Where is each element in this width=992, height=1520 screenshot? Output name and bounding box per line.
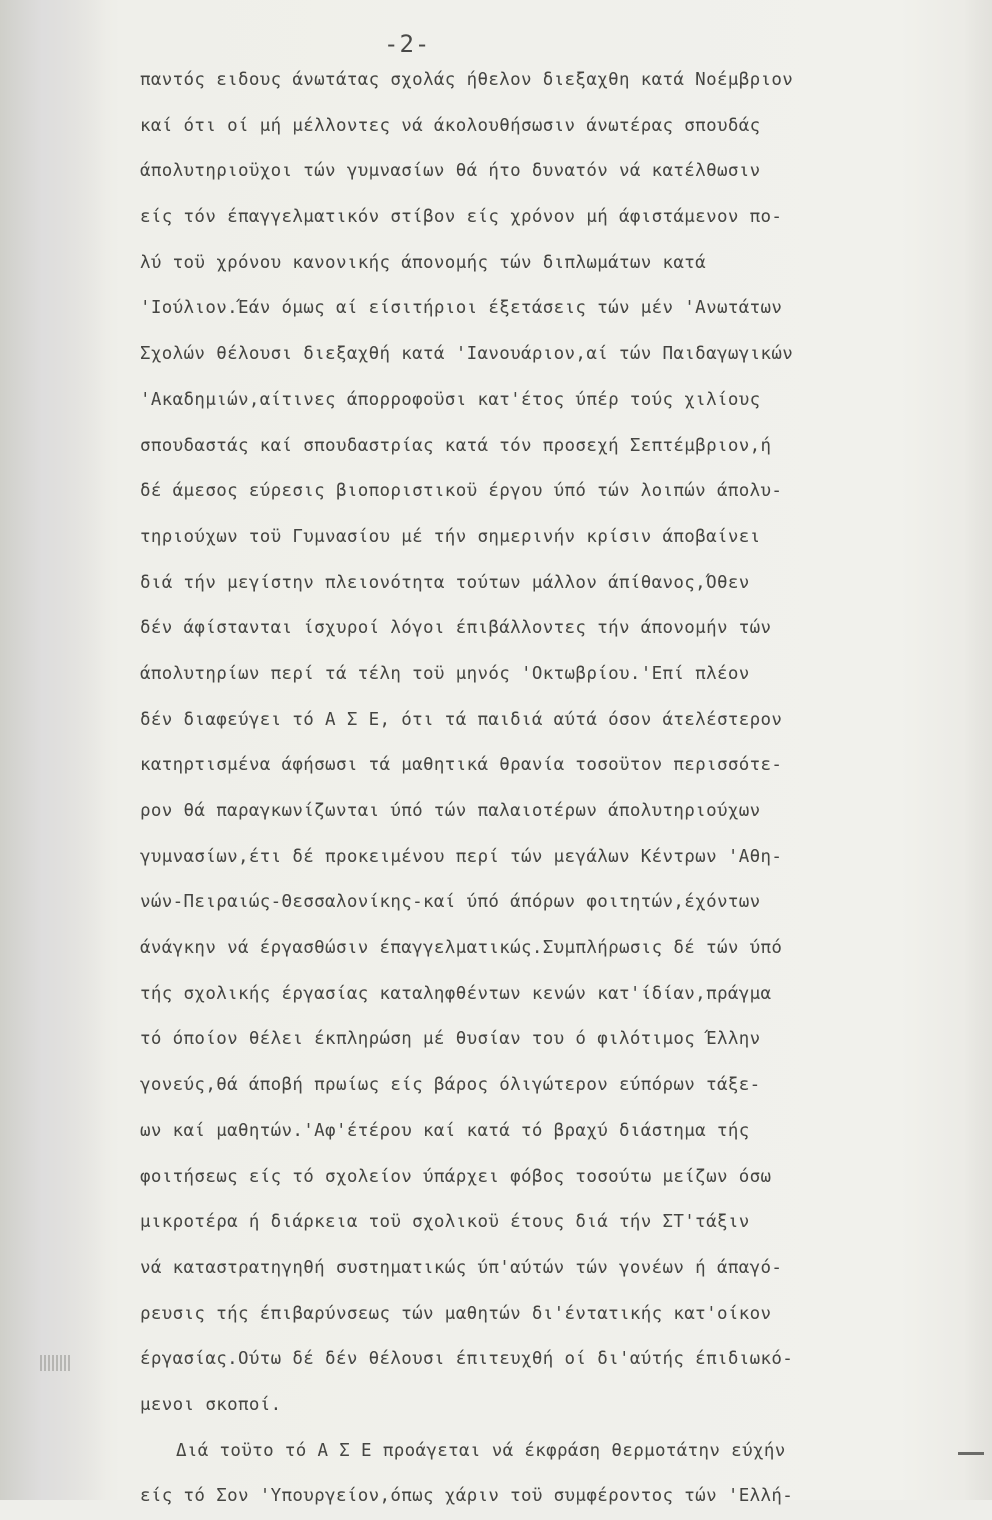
text-line: παντός ειδους άνωτάτας σχολάς ήθελον διεξαχθη κατά Νοέμβριον bbox=[140, 70, 794, 90]
text-line: τηριούχων τοϋ Γυμνασίου μέ τήν σημερινήν κρίσιν άποβαίνει bbox=[140, 526, 761, 547]
text-line: άπολυτηρίων περί τά τέλη τοϋ μηνός 'Οκτωβρίου.'Επί πλέον bbox=[140, 663, 750, 684]
text-line: είς τόν έπαγγελματικόν στίβον είς χρόνον μή άφιστάμενον πο- bbox=[140, 207, 783, 228]
text-line: νά καταστρατηγηθή συστηματικώς ύπ'αύτών τών γονέων ή άπαγό- bbox=[140, 1257, 783, 1278]
text-line: διά τήν μεγίστην πλειονότητα τούτων μάλλον άπίθανος,Όθεν bbox=[140, 572, 750, 593]
text-line: τής σχολικής έργασίας καταληφθέντων κενών κατ'ίδίαν,πράγμα bbox=[140, 983, 772, 1004]
text-line: γυμνασίων,έτι δέ προκειμένου περί τών μεγάλων Κέντρων 'Αθη- bbox=[140, 846, 783, 867]
text-line: γονεύς,θά άποβή πρωίως είς βάρος όλιγώτερον εύπόρων τάξε- bbox=[140, 1075, 761, 1096]
text-line: Σχολών θέλουσι διεξαχθή κατά 'Ιανουάριον,αί τών Παιδαγωγικών bbox=[140, 344, 794, 365]
typewritten-text bbox=[140, 58, 940, 1520]
text-line: άπολυτηριοϋχοι τών γυμνασίων θά ήτο δυνατόν νά κατέλθωσιν bbox=[140, 161, 761, 182]
text-line: 'Ακαδημιών,αίτινες άπορροφοϋσι κατ'έτος ύπέρ τούς χιλίους bbox=[140, 389, 761, 410]
text-line: Διά τοϋτο τό Α Σ Ε προάγεται νά έκφράση θερμοτάτην εύχήν bbox=[176, 1440, 786, 1461]
text-line: μικροτέρα ή διάρκεια τοϋ σχολικοϋ έτους διά τήν ΣΤ'τάξιν bbox=[140, 1212, 750, 1233]
text-line: ρευσις τής έπιβαρύνσεως τών μαθητών δι'έντατικής κατ'οίκον bbox=[140, 1303, 772, 1324]
text-line: έργασίας.Ούτω δέ δέν θέλουσι έπιτευχθή οί δι'αύτής έπιδιωκό- bbox=[140, 1349, 794, 1370]
text-line: νών-Πειραιώς-Θεσσαλονίκης-καί ύπό άπόρων φοιτητών,έχόντων bbox=[140, 892, 761, 913]
text-line: δέ άμεσος εύρεσις βιοποριστικοϋ έργου ύπό τών λοιπών άπολυ- bbox=[140, 481, 783, 502]
text-line: καί ότι οί μή μέλλοντες νά άκολουθήσωσιν άνωτέρας σπουδάς bbox=[140, 115, 761, 136]
text-line: μενοι σκοποί. bbox=[140, 1394, 282, 1415]
page-number: -2- bbox=[384, 30, 431, 58]
text-line: 'Ιούλιον.Έάν όμως αί είσιτήριοι έξετάσεις τών μέν 'Ανωτάτων bbox=[140, 298, 783, 319]
text-line: δέν διαφεύγει τό Α Σ Ε, ότι τά παιδιά αύτά όσον άτελέστερον bbox=[140, 709, 783, 730]
text-line: ων καί μαθητών.'Αφ'έτέρου καί κατά τό βραχύ διάστημα τής bbox=[140, 1120, 750, 1141]
text-line: τό όποίον θέλει έκπληρώση μέ θυσίαν του ό φιλότιμος Έλλην bbox=[140, 1029, 761, 1050]
text-line: φοιτήσεως είς τό σχολείον ύπάρχει φόβος τοσούτω μείζων όσω bbox=[140, 1166, 772, 1187]
text-line: κατηρτισμένα άφήσωσι τά μαθητικά θρανία τοσοϋτον περισσότε- bbox=[140, 755, 783, 776]
text-line: ρον θά παραγκωνίζωνται ύπό τών παλαιοτέρων άπολυτηριούχων bbox=[140, 801, 761, 821]
text-line: σπουδαστάς καί σπουδαστρίας κατά τόν προσεχή Σεπτέμβριον,ή bbox=[140, 435, 772, 456]
scan-shadow bbox=[0, 0, 105, 1500]
margin-smudge bbox=[40, 1355, 70, 1371]
text-line: δέν άφίστανται ίσχυροί λόγοι έπιβάλλοντες τήν άπονομήν τών bbox=[140, 618, 772, 639]
continuation-dash bbox=[958, 1452, 984, 1455]
text-line: άνάγκην νά έργασθώσιν έπαγγελματικώς.Συμπλήρωσις δέ τών ύπό bbox=[140, 938, 783, 959]
text-line: λύ τοϋ χρόνου κανονικής άπονομής τών διπλωμάτων κατά bbox=[140, 252, 707, 273]
scan-edge bbox=[964, 0, 992, 1500]
text-line: είς τό Σον 'Υπουργείον,όπως χάριν τοϋ συμφέροντος τών 'Ελλή- bbox=[140, 1486, 794, 1507]
